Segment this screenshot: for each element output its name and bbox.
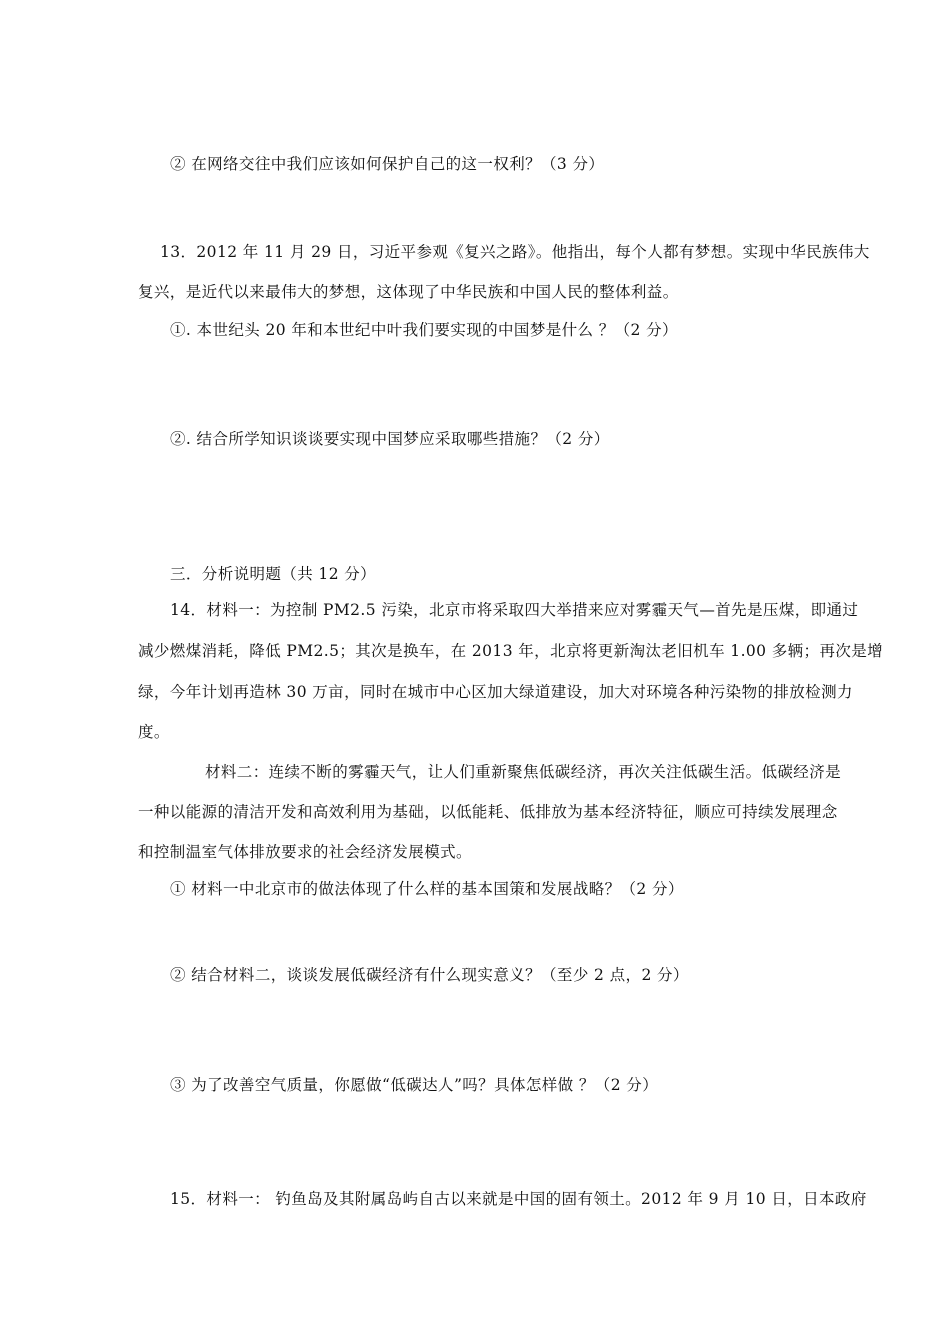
q12-sub2: ② 在网络交往中我们应该如何保护自己的这一权利？（3 分） — [170, 155, 605, 173]
q14-m1-line4: 度。 — [138, 723, 170, 741]
q14-m2-line2: 一种以能源的清洁开发和高效利用为基础，以低能耗、低排放为基本经济特征，顺应可持续发展理念 — [138, 803, 838, 821]
q13-sub1: ①. 本世纪头 20 年和本世纪中叶我们要实现的中国梦是什么 ？（2 分） — [170, 321, 678, 339]
q14-m1-line3: 绿，今年计划再造林 30 万亩，同时在城市中心区加大绿道建设，加大对环境各种污染物的排放检测力 — [138, 683, 853, 701]
q14-m2-line3: 和控制温室气体排放要求的社会经济发展模式。 — [138, 843, 472, 861]
section3-title: 三．分析说明题（共 12 分） — [170, 565, 377, 583]
q14-sub3: ③ 为了改善空气质量，你愿做“低碳达人”吗？具体怎样做 ？（2 分） — [170, 1076, 659, 1094]
q14-sub2: ② 结合材料二，谈谈发展低碳经济有什么现实意义？（至少 2 点，2 分） — [170, 966, 689, 984]
q13-stem-line2: 复兴，是近代以来最伟大的梦想，这体现了中华民族和中国人民的整体利益。 — [138, 283, 679, 301]
q14-sub1: ① 材料一中北京市的做法体现了什么样的基本国策和发展战略？（2 分） — [170, 880, 684, 898]
q14-m1-line2: 减少燃煤消耗，降低 PM2.5；其次是换车，在 2013 年，北京将更新淘汰老旧机车 1.00 多辆；再次是增 — [138, 642, 884, 660]
q14-m2-line1: 材料二：连续不断的雾霾天气，让人们重新聚焦低碳经济，再次关注低碳生活。低碳经济是 — [205, 763, 842, 781]
q14-m1-line1: 14．材料一：为控制 PM2.5 污染，北京市将采取四大举措来应对雾霾天气—首先是压煤，即通过 — [170, 601, 859, 619]
q13-sub2: ②. 结合所学知识谈谈要实现中国梦应采取哪些措施？（2 分） — [170, 430, 610, 448]
q15-m1-line1: 15．材料一： 钓鱼岛及其附属岛屿自古以来就是中国的固有领土。2012 年 9 月 10 日，日本政府 — [170, 1190, 867, 1208]
q13-stem-line1: 13．2012 年 11 月 29 日，习近平参观《复兴之路》。他指出，每个人都有梦想。实现中华民族伟大 — [160, 243, 870, 261]
